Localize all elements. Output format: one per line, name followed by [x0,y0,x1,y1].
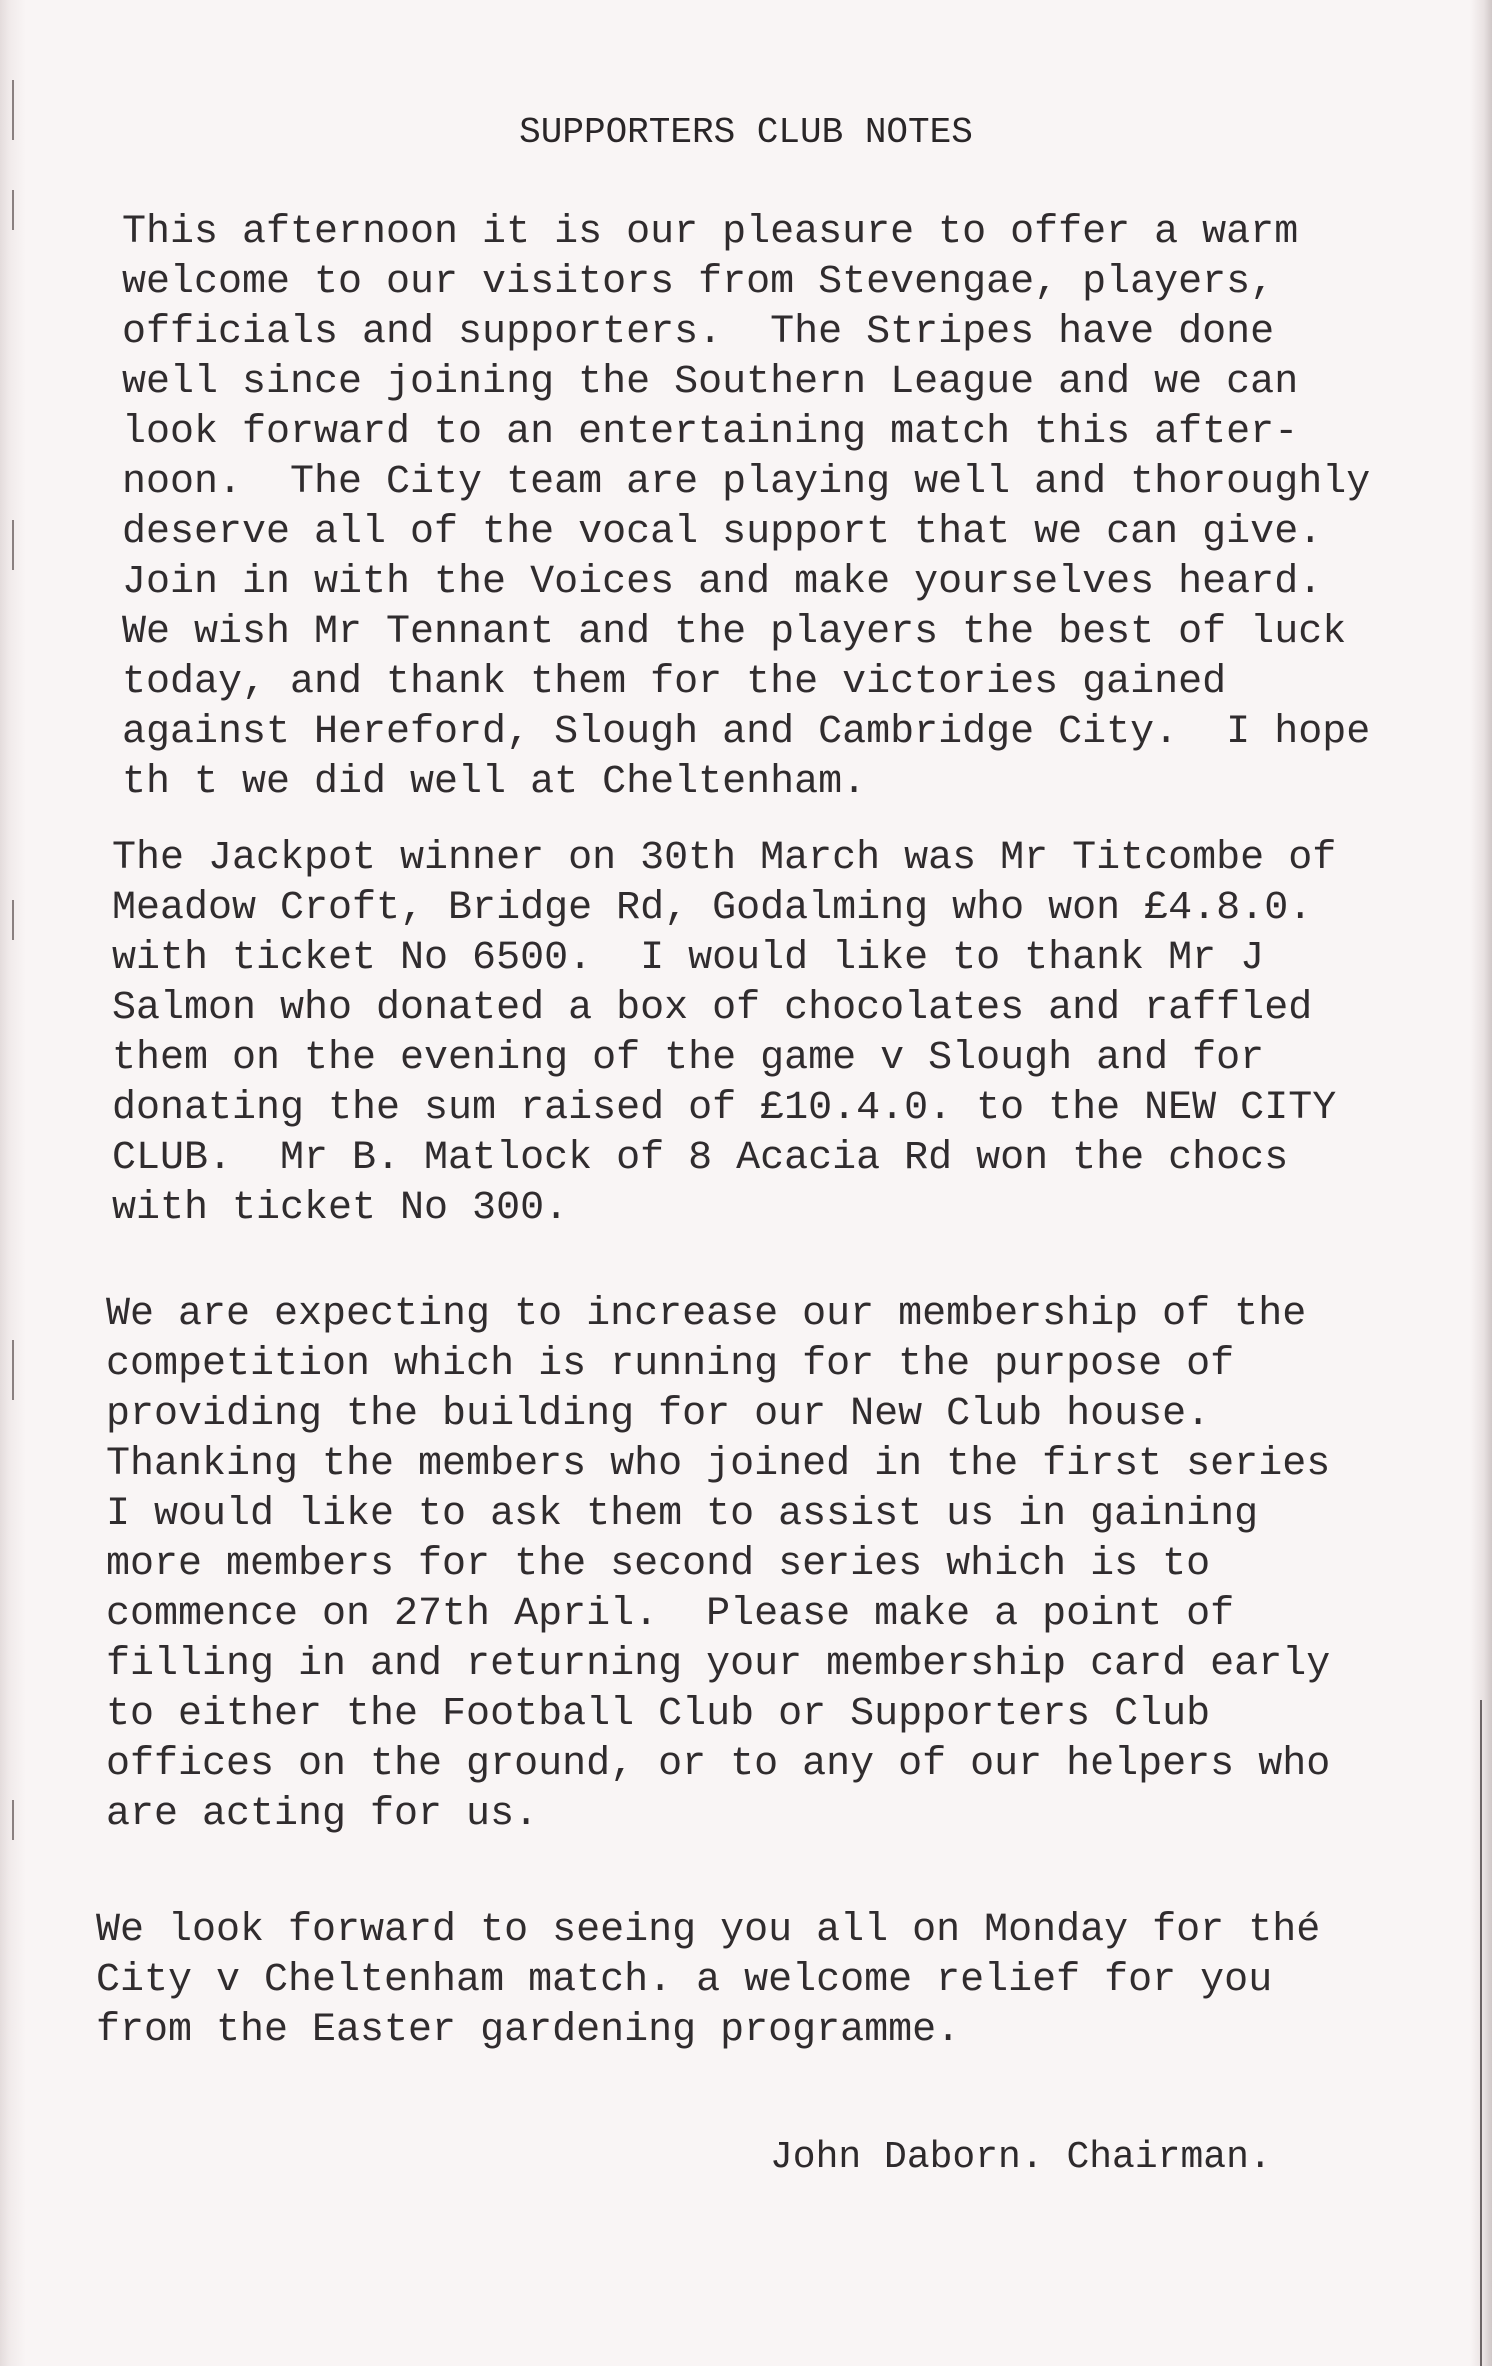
text-line: welcome to our visitors from Stevengae, players, [122,260,1275,305]
page-fold-line [1480,1700,1482,2366]
paragraph-monday-match [96,1906,1320,2056]
text-line: from the Easter gardening programme. [96,2008,961,2053]
text-line: deserve all of the vocal support that we can give. [122,510,1323,555]
paragraph-membership [106,1290,1330,1840]
text-line: We are expecting to increase our membership of the [106,1292,1307,1337]
text-line: well since joining the Southern League and we can [122,360,1299,405]
text-line: more members for the second series which is to [106,1542,1211,1587]
text-line: I would like to ask them to assist us in gaining [106,1492,1259,1537]
binding-mark [12,1340,14,1400]
text-line: Thanking the members who joined in the first series [106,1442,1331,1487]
text-line: This afternoon it is our pleasure to offer a warm [122,210,1299,255]
text-line: today, and thank them for the victories gained [122,660,1227,705]
text-line: are acting for us. [106,1792,539,1837]
signature-chairman: John Daborn. Chairman. [770,2136,1272,2179]
text-line: CLUB. Mr B. Matlock of 8 Acacia Rd won the chocs [112,1136,1289,1181]
text-line: providing the building for our New Club house. [106,1392,1211,1437]
text-line: We wish Mr Tennant and the players the best of luck [122,610,1347,655]
paragraph-jackpot [112,834,1336,1234]
text-line: commence on 27th April. Please make a point of [106,1592,1235,1637]
binding-mark [12,1800,14,1840]
text-line: We look forward to seeing you all on Monday for thé [96,1908,1321,1953]
text-line: Meadow Croft, Bridge Rd, Godalming who won £4.8.0. [112,886,1313,931]
binding-mark [12,520,14,570]
text-line: against Hereford, Slough and Cambridge City. I hope [122,710,1371,755]
text-line: to either the Football Club or Supporters Club [106,1692,1211,1737]
text-line: competition which is running for the purpose of [106,1342,1235,1387]
binding-mark [12,190,14,230]
text-line: Join in with the Voices and make yourselves heard. [122,560,1323,605]
paragraph-welcome [122,208,1370,808]
text-line: Salmon who donated a box of chocolates and raffled [112,986,1313,1031]
text-line: th t we did well at Cheltenham. [122,760,867,805]
text-line: noon. The City team are playing well and thoroughly [122,460,1371,505]
text-line: The Jackpot winner on 30th March was Mr Titcombe of [112,836,1337,881]
text-line: City v Cheltenham match. a welcome relief for you [96,1958,1273,2003]
text-line: with ticket No 300. [112,1186,569,1231]
text-line: offices on the ground, or to any of our helpers who [106,1742,1331,1787]
text-line: donating the sum raised of £10.4.0. to the NEW CITY [112,1086,1337,1131]
text-line: with ticket No 6500. I would like to thank Mr J [112,936,1265,981]
text-line: look forward to an entertaining match this after- [122,410,1299,455]
page-binding-edge [0,0,26,2366]
text-line: filling in and returning your membership card early [106,1642,1331,1687]
text-line: officials and supporters. The Stripes have done [122,310,1275,355]
binding-mark [12,900,14,940]
text-line: them on the evening of the game v Slough and for [112,1036,1265,1081]
page-title: SUPPORTERS CLUB NOTES [519,112,973,153]
